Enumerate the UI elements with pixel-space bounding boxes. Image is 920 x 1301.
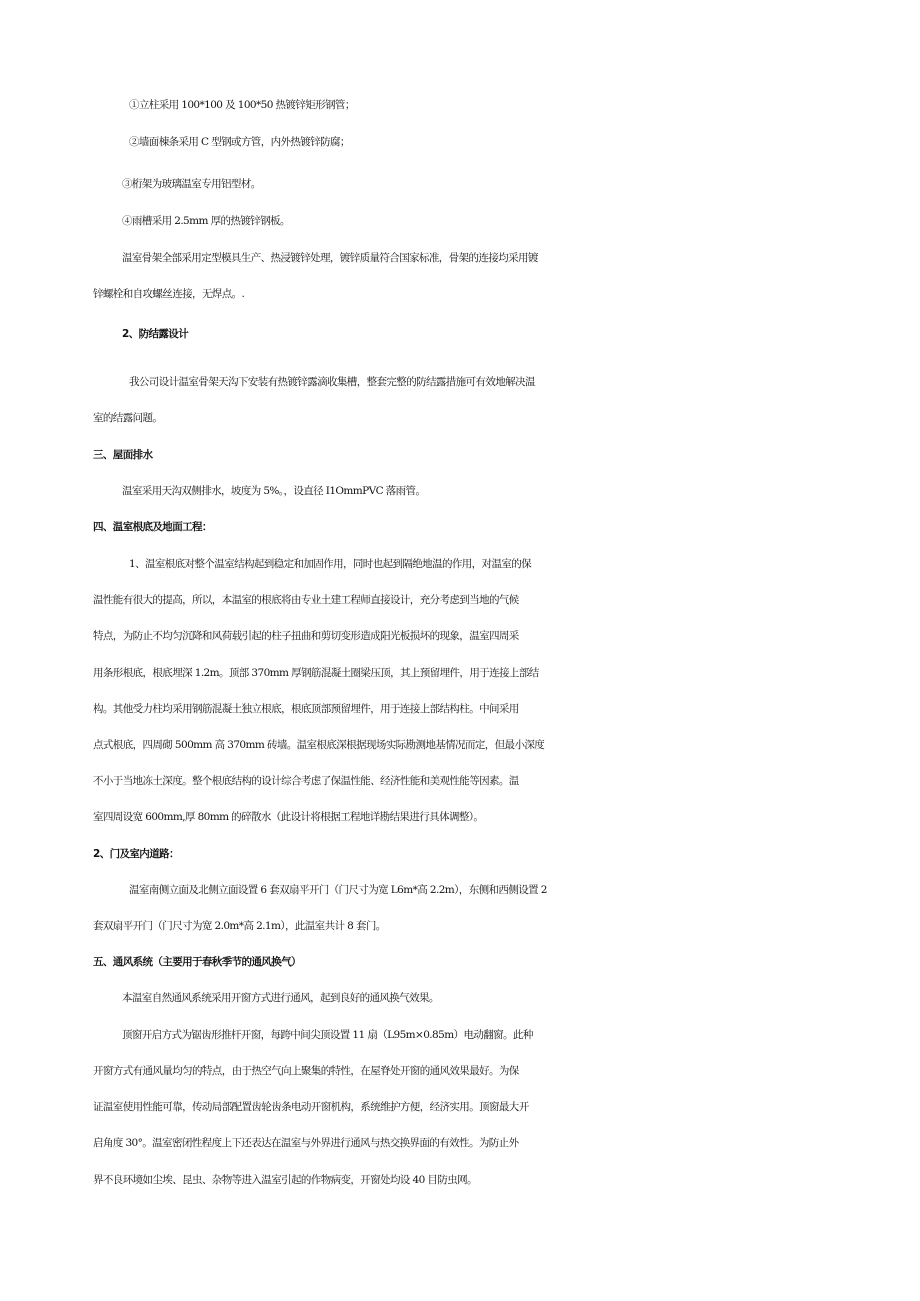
body-text-line: 温室采用天沟双侧排水，坡度为 5%。，设直径 I1OmmPVC 落雨管。 <box>122 485 426 497</box>
body-text-line: 开窗方式有通风量均匀的特点，由于热空气向上聚集的特性，在屋脊处开窗的通风效果最好。为保 <box>93 1065 519 1077</box>
body-text-line: 室的结露问题。 <box>93 412 163 424</box>
body-text-line: 用条形根底，根底埋深 1.2m。顶部 370mm 厚钢筋混凝土圈梁压顶，其上预留埋件，用于连接上部结 <box>93 667 539 679</box>
list-item-columns: ①立柱采用 100*100 及 100*50 热镀锌矩形钢管； <box>129 99 355 111</box>
body-text-line: 证温室使用性能可靠，传动局部配置齿轮齿条电动开窗机构，系统维护方便，经济实用。顶窗最大开 <box>93 1101 529 1113</box>
list-item-wall-purlins: ②墙面棟条采用 C 型钢或方管，内外热镀锌防腐； <box>129 136 350 148</box>
body-text-line: 本温室自然通风系统采用开窗方式进行通风，起到良好的通风换气效果。 <box>122 992 439 1004</box>
body-text-line: 启角度 30°。温室密闭性程度上下还表达在温室与外界进行通风与热交换界面的有效性。为防止外 <box>93 1137 519 1149</box>
heading-ventilation-title: 五、通风系统（主要用于春秋季节的通风换气） <box>93 956 301 968</box>
body-text-line: 温性能有很大的提高，所以，本温室的根底将由专业土建工程师直接设计，充分考虑到当地的气候 <box>93 594 519 606</box>
body-text-line: 界不良环境如尘埃、昆虫、杂物等进入温室引起的作物病变，开窗处均设 40 目防虫网。 <box>93 1174 477 1186</box>
heading-roof-drainage: 三、屋面排水 <box>93 449 153 461</box>
heading-foundation: 四、温室根底及地面工程： <box>93 521 212 533</box>
body-text-line: 我公司设计温室骨架天沟下安装有热镀锌露滴收集槽，整套完整的防结露措施可有效地解决温 <box>129 376 535 388</box>
body-text-line: 温室南侧立面及北侧立面设置 6 套双扇平开门（门尺寸为宽 L6m*高 2.2m），东侧和西侧设置 2 <box>129 884 547 896</box>
body-text-line: 室四周设宽 600mm,厚 80mm 的碎散水（此设计将根据工程地详勘结果进行具体调整）。 <box>93 811 484 823</box>
body-text-line: 锌螺栓和自攻螺丝连接，无焊点。. <box>93 288 245 300</box>
body-text-line: 顶窗开启方式为锯齿形推杆开窗，每跨中间尖顶设置 11 扇（L95m×0.85m）电动翻窗。此种 <box>122 1029 533 1041</box>
subheading-anti-condensation: 2、防结露设计 <box>122 328 189 340</box>
list-item-gutter: ④雨槽采用 2.5mm 厚的热镀锌钢板。 <box>122 215 290 227</box>
body-text-line: 构。其他受力柱均采用钢筋混凝土独立根底，根底顶部预留埋件，用于连接上部结构柱。中间采用 <box>93 703 519 715</box>
body-text-line: 特点，为防止不均匀沉降和风荷载引起的柱子扭曲和剪切变形造成阳光板损坏的现象，温室四周采 <box>93 630 519 642</box>
body-text-line: 点式根底，四周砌 500mm 高 370mm 砖墙。温室根底深根据现场实际勘测地基情况而定，但最小深度 <box>93 739 545 751</box>
heading-ventilation <box>0 950 920 974</box>
subheading-doors-roads: 2、门及室内道路： <box>93 848 179 860</box>
body-text-line: 套双扇平开门（门尺寸为宽 2.0m*高 2.1m），此温室共计 8 套门。 <box>93 920 386 932</box>
list-item-truss: ③桁架为玻璃温室专用铝型材。 <box>122 178 261 190</box>
body-text-line: 不小于当地冻土深度。整个根底结构的设计综合考虑了保温性能、经济性能和美观性能等因素。温 <box>93 775 519 787</box>
body-text-line: 1、温室根底对整个温室结构起到稳定和加固作用，同时也起到隔绝地温的作用，对温室的保 <box>129 558 532 570</box>
body-text-line: 温室骨架全部采用定型模具生产、热浸镀锌处理，镀锌质量符合国家标准，骨架的连接均采用镀 <box>122 252 538 264</box>
